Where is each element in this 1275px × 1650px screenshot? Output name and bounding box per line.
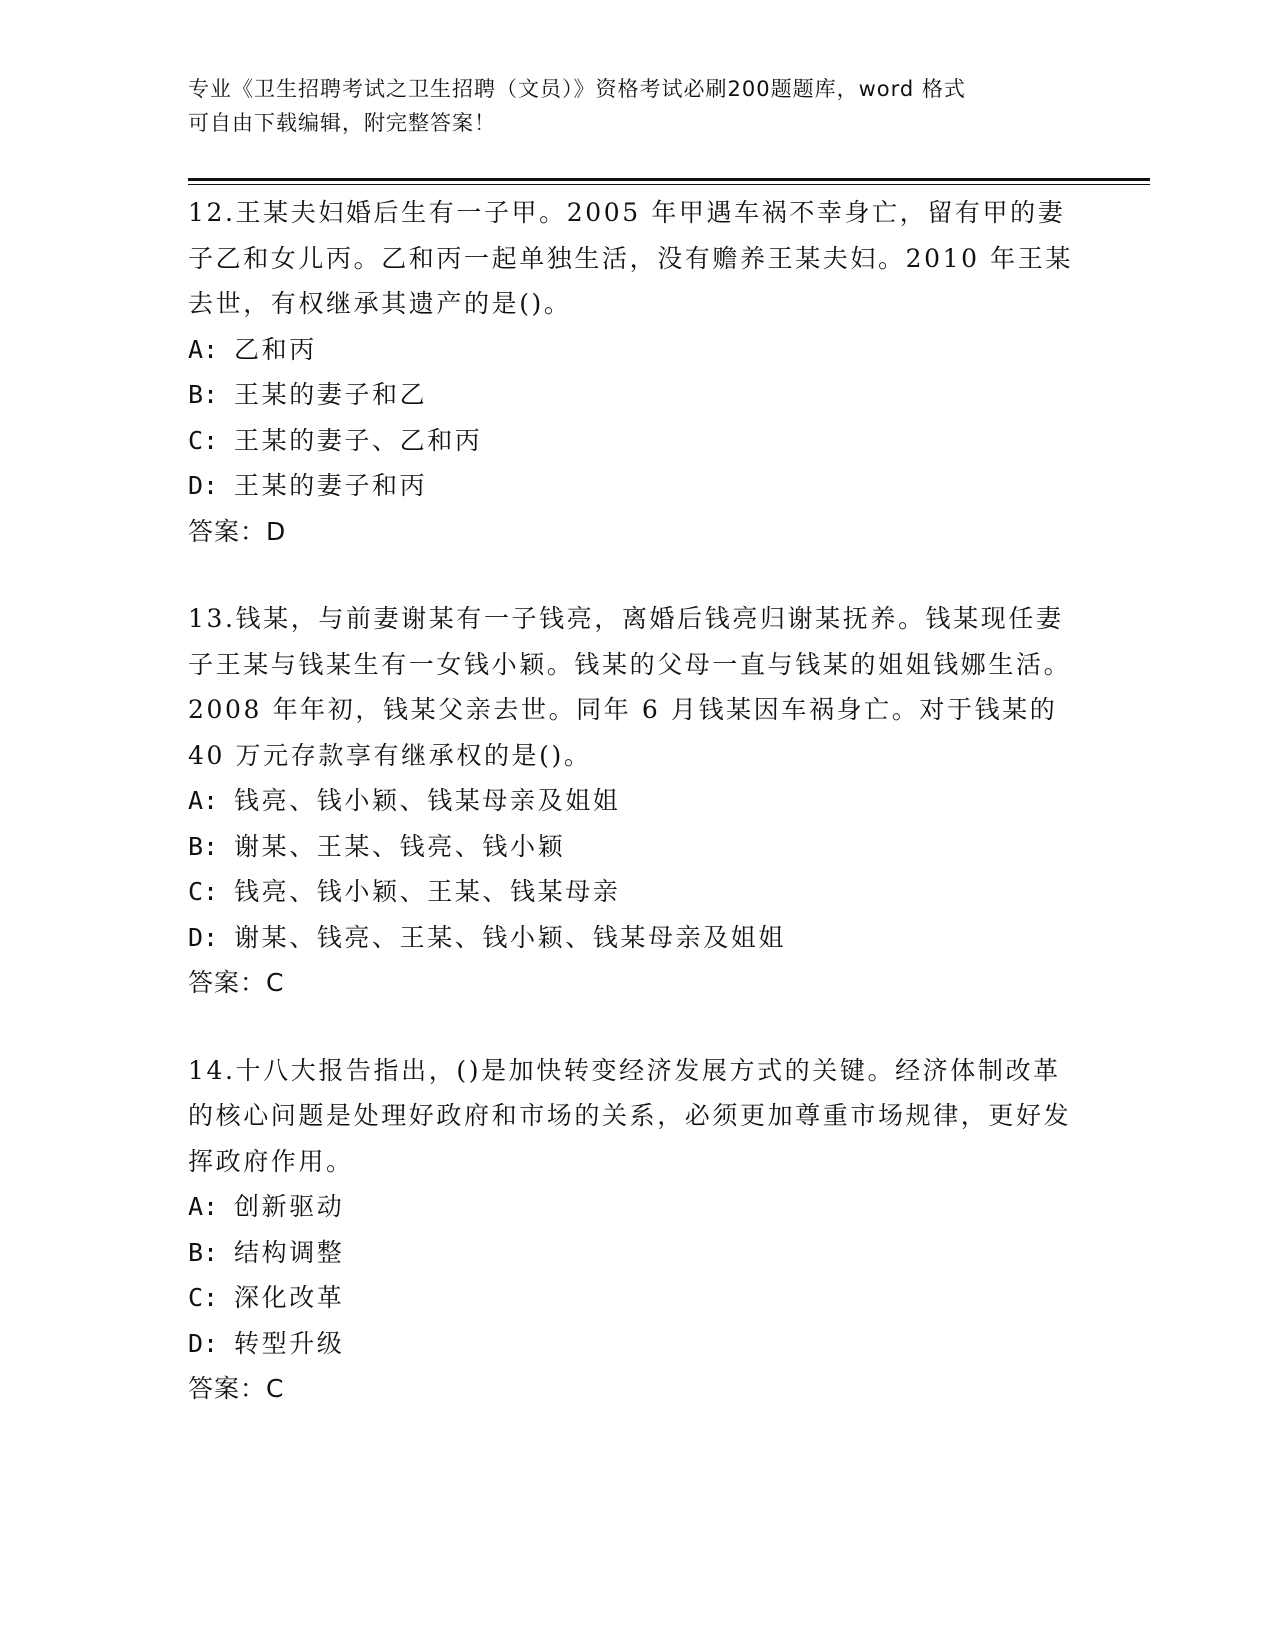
option-letter: D: [188,922,219,952]
option-b [188,824,1088,870]
header-divider-thick [188,178,1150,181]
option-text: 深化改革 [234,1283,345,1312]
option-letter: D: [188,471,219,500]
header-line-1: 专业《卫生招聘考试之卫生招聘（文员）》资格考试必刷200题题库，word 格式 [188,77,966,101]
option-c [188,418,1088,464]
option-d [188,1321,1088,1367]
option-text: 钱亮、钱小颖、钱某母亲及姐姐 [234,786,621,815]
option-b [188,372,1088,418]
option-a [188,778,1088,824]
option-letter: A: [188,1192,219,1221]
question-12 [188,190,1088,554]
option-a [188,1184,1088,1230]
option-text: 谢某、钱亮、王某、钱小颖、钱某母亲及姐姐 [234,922,787,952]
option-letter: A: [188,334,219,364]
question-stem: 13.钱某，与前妻谢某有一子钱亮，离婚后钱亮归谢某抚养。钱某现任妻子王某与钱某生有一女钱小颖。钱某的父母一直与钱某的姐姐钱娜生活。2008 年年初，钱某父亲去世。同年 6 月钱某因车祸身亡。对于钱某的 40 万元存款享有继承权的是()。 [188,604,1072,770]
option-text: 乙和丙 [234,334,317,364]
document-header [188,72,1068,140]
option-letter: C: [188,425,219,455]
question-stem: 12.王某夫妇婚后生有一子甲。2005 年甲遇车祸不幸身亡，留有甲的妻子乙和女儿丙。乙和丙一起单独生活，没有赡养王某夫妇。2010 年王某去世，有权继承其遗产的是()。 [188,198,1073,318]
option-text: 王某的妻子和乙 [234,380,428,409]
option-letter: C: [188,1283,219,1312]
header-line-2: 可自由下载编辑，附完整答案！ [188,111,496,135]
option-letter: B: [188,380,219,409]
option-text: 创新驱动 [234,1192,345,1221]
header-divider-thin [188,184,1150,185]
option-letter: B: [188,831,219,861]
question-stem: 14.十八大报告指出，()是加快转变经济发展方式的关键。经济体制改革的核心问题是处理好政府和市场的关系，必须更加尊重市场规律，更好发挥政府作用。 [188,1055,1072,1176]
option-letter: B: [188,1237,219,1267]
answer-line: 答案：C [188,968,285,997]
option-b [188,1230,1088,1276]
option-a [188,327,1088,373]
answer-line: 答案：C [188,1374,285,1403]
option-text: 转型升级 [234,1328,345,1358]
option-letter: D: [188,1328,219,1358]
option-text: 王某的妻子、乙和丙 [234,425,483,455]
option-text: 钱亮、钱小颖、王某、钱某母亲 [234,877,621,906]
option-text: 王某的妻子和丙 [234,471,428,500]
option-letter: A: [188,786,219,815]
question-14 [188,1048,1088,1412]
option-d [188,463,1088,509]
option-d [188,915,1088,961]
option-text: 结构调整 [234,1237,345,1267]
option-c [188,1275,1088,1321]
option-text: 谢某、王某、钱亮、钱小颖 [234,831,566,861]
question-13 [188,596,1088,1006]
option-letter: C: [188,877,219,906]
option-c [188,869,1088,915]
answer-line: 答案：D [188,516,287,546]
question-list [188,190,1088,1454]
